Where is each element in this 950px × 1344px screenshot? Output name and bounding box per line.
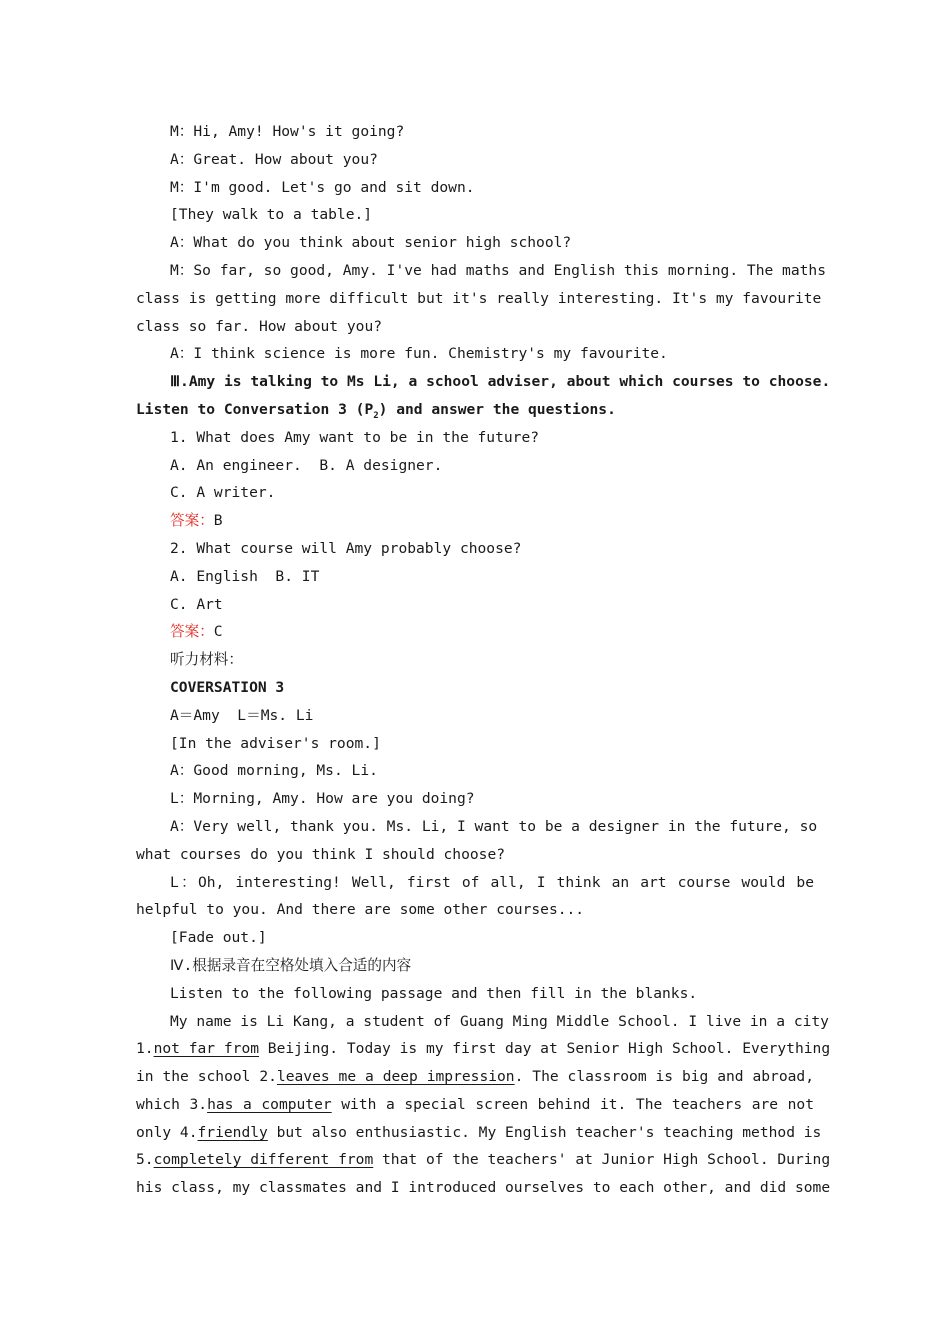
passage-line: only 4.friendly but also enthusiastic. My English teacher's teaching method is (136, 1123, 822, 1141)
material-label: 听力材料： (170, 651, 243, 669)
section-heading: Ⅳ.根据录音在空格处填入合适的内容 (170, 956, 412, 974)
dialogue-line: class is getting more difficult but it's really interesting. It's my favourite (136, 289, 822, 307)
instruction: Listen to the following passage and then fill in the blanks. (170, 984, 698, 1002)
dialogue-line: L：Morning, Amy. How are you doing? (170, 790, 475, 808)
passage-line: 5.completely different from that of the teachers' at Junior High School. During (136, 1151, 831, 1169)
section-heading: Ⅲ.Amy is talking to Ms Li, a school adviser, about which courses to choose. (170, 373, 831, 391)
dialogue-line: M：Hi, Amy! How's it going? (170, 123, 405, 140)
stage-direction: [They walk to a table.] (170, 206, 373, 224)
document-page (136, 118, 831, 1202)
dialogue-line: A：I think science is more fun. Chemistry's my favourite. (170, 345, 668, 363)
dialogue-line: what courses do you think I should choose? (136, 845, 506, 863)
dialogue-line: M：I'm good. Let's go and sit down. (170, 178, 475, 196)
blank-answer: leaves me a deep impression (276, 1068, 515, 1086)
dialogue-line: A：What do you think about senior high school? (170, 234, 572, 252)
blank-answer: completely different from (153, 1151, 374, 1169)
blank-answer: not far from (153, 1040, 260, 1058)
blank-answer: has a computer (207, 1095, 332, 1113)
answer-line (136, 507, 814, 535)
question-options: C. Art (170, 595, 223, 613)
passage-line: 1.not far from Beijing. Today is my first day at Senior High School. Everything (136, 1040, 831, 1058)
speaker-key: A＝Amy L＝Ms. Li (170, 706, 314, 724)
dialogue-line: helpful to you. And there are some other courses... (136, 901, 585, 919)
section-heading: Listen to Conversation 3 $(P_2)$ and answer the questions. (136, 400, 616, 421)
question: 2. What course will Amy probably choose? (170, 539, 522, 557)
question-options: A. English B. IT (170, 567, 320, 585)
dialogue-line: A：Good morning, Ms. Li. (170, 762, 378, 780)
answer-line (136, 618, 814, 646)
passage-line: My name is Li Kang, a student of Guang Ming Middle School. I live in a city (170, 1012, 829, 1030)
dialogue-line: A：Great. How about you? (170, 150, 378, 168)
dialogue-line: M：So far, so good, Amy. I've had maths and English this morning. The maths (170, 261, 826, 279)
passage-line: which 3.has a computer with a special screen behind it. The teachers are not (136, 1095, 814, 1113)
passage-line: in the school 2.leaves me a deep impression. The classroom is big and abroad, (136, 1068, 814, 1086)
question: 1. What does Amy want to be in the future? (170, 428, 540, 446)
answer-label: 答案： (170, 512, 214, 530)
dialogue-line: L：Oh, interesting! Well, first of all, I think an art course would be (170, 873, 814, 891)
dialogue-line: A：Very well, thank you. Ms. Li, I want to be a designer in the future, so (170, 817, 818, 835)
blank-answer: friendly (197, 1123, 268, 1141)
answer-label: 答案： (170, 623, 214, 641)
dialogue-line: class so far. How about you? (136, 317, 383, 335)
answer-value: C (213, 623, 223, 641)
conversation-title: COVERSATION 3 (170, 678, 285, 696)
answer-value: B (213, 512, 223, 530)
stage-direction: [In the adviser's room.] (170, 734, 381, 752)
stage-direction: [Fade out.] (170, 929, 267, 947)
question-options: C. A writer. (170, 484, 276, 502)
passage-line: his class, my classmates and I introduced ourselves to each other, and did some (136, 1179, 831, 1197)
question-options: A. An engineer. B. A designer. (170, 456, 443, 474)
